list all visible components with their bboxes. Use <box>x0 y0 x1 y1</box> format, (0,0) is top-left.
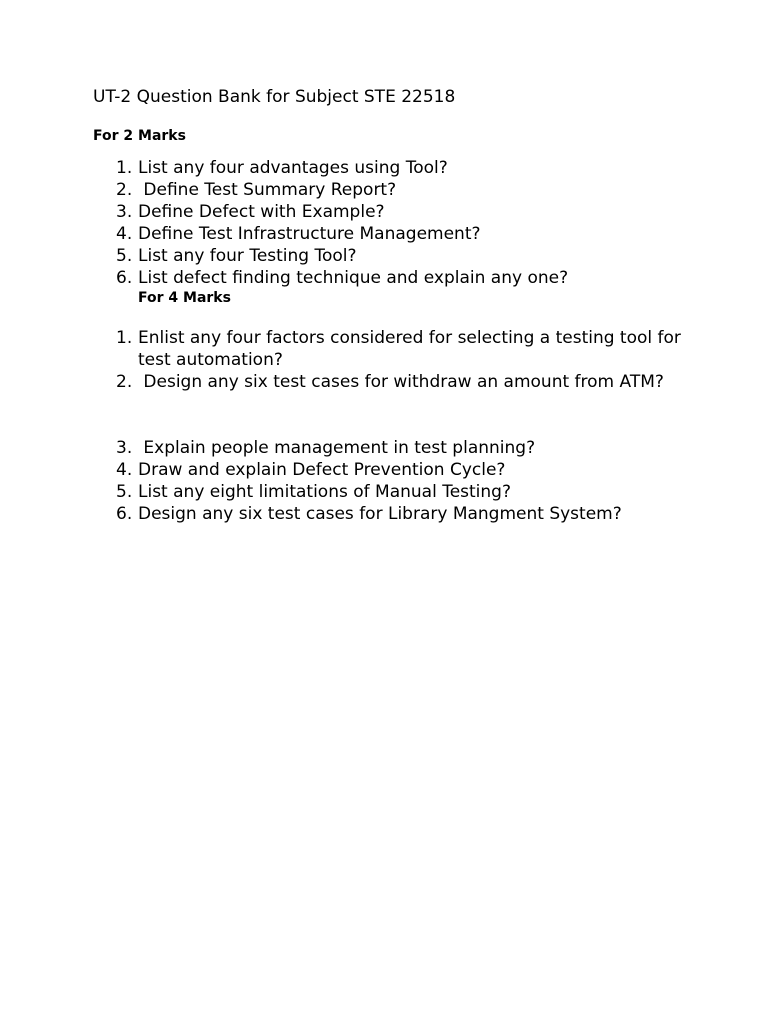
question-list-4-marks-part-a <box>0 327 698 393</box>
question-text: Define Test Summary Report? <box>138 180 397 200</box>
question-item <box>0 223 698 245</box>
question-text: Enlist any four factors considered for selecting a testing tool for test automation? <box>138 328 687 370</box>
question-item <box>0 371 698 393</box>
question-list-2-marks <box>0 157 698 289</box>
question-text: Design any six test cases for Library Mangment System? <box>138 504 622 524</box>
question-item <box>0 327 698 371</box>
question-item <box>0 459 698 481</box>
question-number: 2. <box>116 372 133 392</box>
question-text: List defect finding technique and explain any one? <box>138 268 569 288</box>
question-number: 5. <box>116 482 133 502</box>
question-item <box>0 201 698 223</box>
question-number: 5. <box>116 246 133 266</box>
question-text: Define Test Infrastructure Management? <box>138 224 481 244</box>
question-text: List any four Testing Tool? <box>138 246 357 266</box>
question-list-4-marks-part-b <box>0 437 698 525</box>
question-text: Draw and explain Defect Prevention Cycle? <box>138 460 506 480</box>
question-number: 3. <box>116 202 133 222</box>
page-title: UT-2 Question Bank for Subject STE 22518 <box>93 87 456 107</box>
question-item <box>0 267 698 289</box>
question-number: 1. <box>116 328 133 348</box>
question-item <box>0 481 698 503</box>
question-text: List any four advantages using Tool? <box>138 158 448 178</box>
question-number: 1. <box>116 158 133 178</box>
question-item <box>0 437 698 459</box>
question-number: 2. <box>116 180 133 200</box>
question-item <box>0 503 698 525</box>
section-heading-2-marks: For 2 Marks <box>93 128 186 144</box>
question-number: 3. <box>116 438 133 458</box>
question-text: List any eight limitations of Manual Testing? <box>138 482 511 502</box>
question-number: 4. <box>116 224 133 244</box>
question-item <box>0 157 698 179</box>
question-text: Explain people management in test planning? <box>138 438 536 458</box>
question-number: 6. <box>116 268 133 288</box>
section-heading-4-marks: For 4 Marks <box>138 290 231 306</box>
question-text: Define Defect with Example? <box>138 202 385 222</box>
question-item <box>0 245 698 267</box>
question-item <box>0 179 698 201</box>
question-number: 6. <box>116 504 133 524</box>
question-number: 4. <box>116 460 133 480</box>
question-text: Design any six test cases for withdraw an amount from ATM? <box>138 372 664 392</box>
